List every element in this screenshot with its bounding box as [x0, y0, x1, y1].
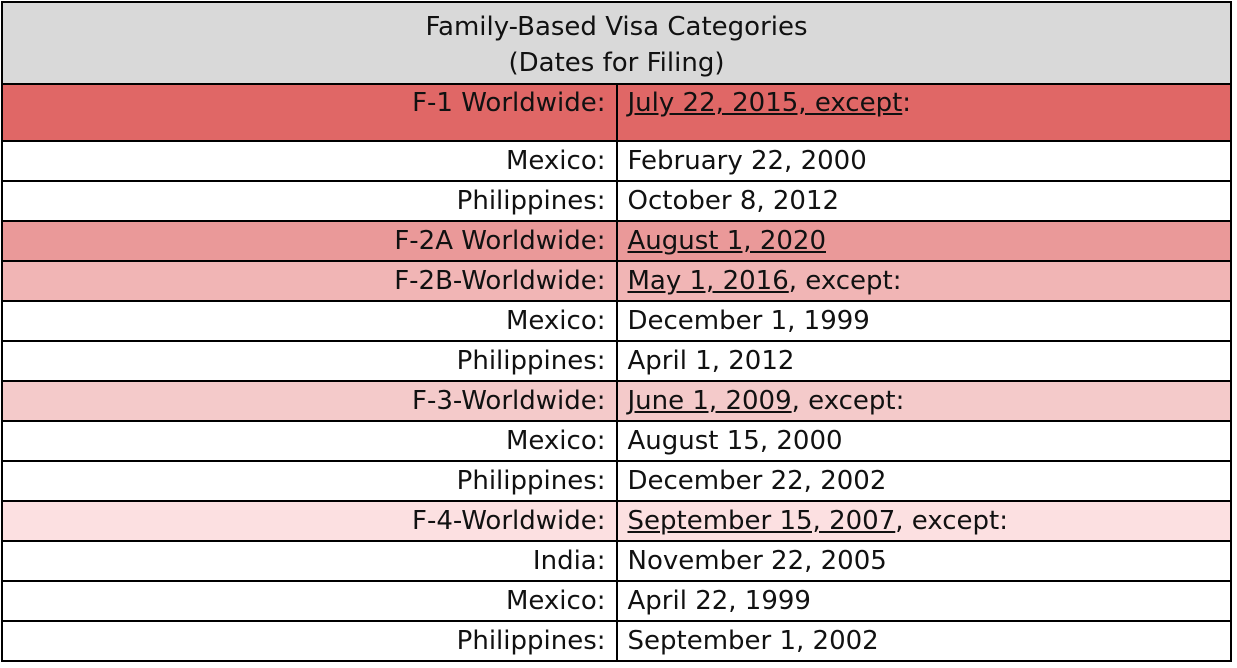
- table-row-f4-india: [2, 541, 1231, 581]
- category-label: F-1 Worldwide:: [2, 84, 617, 141]
- category-label: F-2A Worldwide:: [2, 221, 617, 261]
- country-label: Mexico:: [2, 421, 617, 461]
- filing-date-cell: [617, 181, 1232, 221]
- filing-date: February 22, 2000: [627, 146, 867, 176]
- filing-date-link[interactable]: June 1, 2009: [627, 386, 792, 416]
- filing-date-cell: [617, 341, 1232, 381]
- filing-date-cell: [617, 261, 1232, 301]
- filing-date-cell: [617, 581, 1232, 621]
- filing-date-cell: [617, 141, 1232, 181]
- country-label: Mexico:: [2, 141, 617, 181]
- date-suffix: :: [902, 88, 912, 118]
- country-label: Mexico:: [2, 301, 617, 341]
- filing-date-link[interactable]: July 22, 2015, except: [627, 88, 903, 118]
- country-label: Philippines:: [2, 341, 617, 381]
- filing-date-cell: [617, 221, 1232, 261]
- country-label: India:: [2, 541, 617, 581]
- filing-date-cell: [617, 621, 1232, 661]
- filing-date-cell: [617, 541, 1232, 581]
- filing-date: September 1, 2002: [627, 626, 879, 656]
- table-row-f1-philippines: [2, 181, 1231, 221]
- filing-date: December 1, 1999: [627, 306, 870, 336]
- filing-date-link[interactable]: September 15, 2007: [627, 506, 896, 536]
- filing-date: October 8, 2012: [627, 186, 840, 216]
- country-label: Philippines:: [2, 621, 617, 661]
- filing-date: November 22, 2005: [627, 546, 887, 576]
- date-suffix: , except:: [791, 386, 905, 416]
- table-row-f2a-worldwide: [2, 221, 1231, 261]
- filing-date-cell: [617, 501, 1232, 541]
- table-row-f1-worldwide: [2, 84, 1231, 141]
- table-row-f3-philippines: [2, 461, 1231, 501]
- category-label: F-2B-Worldwide:: [2, 261, 617, 301]
- filing-date-link[interactable]: May 1, 2016: [627, 266, 789, 296]
- category-label: F-4-Worldwide:: [2, 501, 617, 541]
- country-label: Mexico:: [2, 581, 617, 621]
- country-label: Philippines:: [2, 461, 617, 501]
- date-suffix: , except:: [895, 506, 1009, 536]
- country-label: Philippines:: [2, 181, 617, 221]
- table-row-f4-worldwide: [2, 501, 1231, 541]
- table-row-f3-mexico: [2, 421, 1231, 461]
- table-row-f3-worldwide: [2, 381, 1231, 421]
- table-row-f1-mexico: [2, 141, 1231, 181]
- table-row-f4-mexico: [2, 581, 1231, 621]
- table-row-f2b-mexico: [2, 301, 1231, 341]
- filing-date-cell: [617, 461, 1232, 501]
- table-title: [2, 2, 1231, 84]
- filing-date: December 22, 2002: [627, 466, 887, 496]
- category-label: F-3-Worldwide:: [2, 381, 617, 421]
- table-title-line-1: Family-Based Visa Categories: [425, 12, 808, 42]
- table-title-line-2: (Dates for Filing): [508, 48, 725, 78]
- date-suffix: , except:: [788, 266, 902, 296]
- table-row-f4-philippines: [2, 621, 1231, 661]
- filing-date: August 15, 2000: [627, 426, 843, 456]
- filing-date-cell: [617, 421, 1232, 461]
- filing-date: April 1, 2012: [627, 346, 795, 376]
- table-header-row: [2, 2, 1231, 84]
- table-row-f2b-philippines: [2, 341, 1231, 381]
- filing-date: April 22, 1999: [627, 586, 811, 616]
- filing-date-cell: [617, 301, 1232, 341]
- visa-dates-table: [1, 1, 1232, 662]
- filing-date-link[interactable]: August 1, 2020: [627, 226, 826, 256]
- filing-date-cell: [617, 381, 1232, 421]
- filing-date-cell: [617, 84, 1232, 141]
- table-row-f2b-worldwide: [2, 261, 1231, 301]
